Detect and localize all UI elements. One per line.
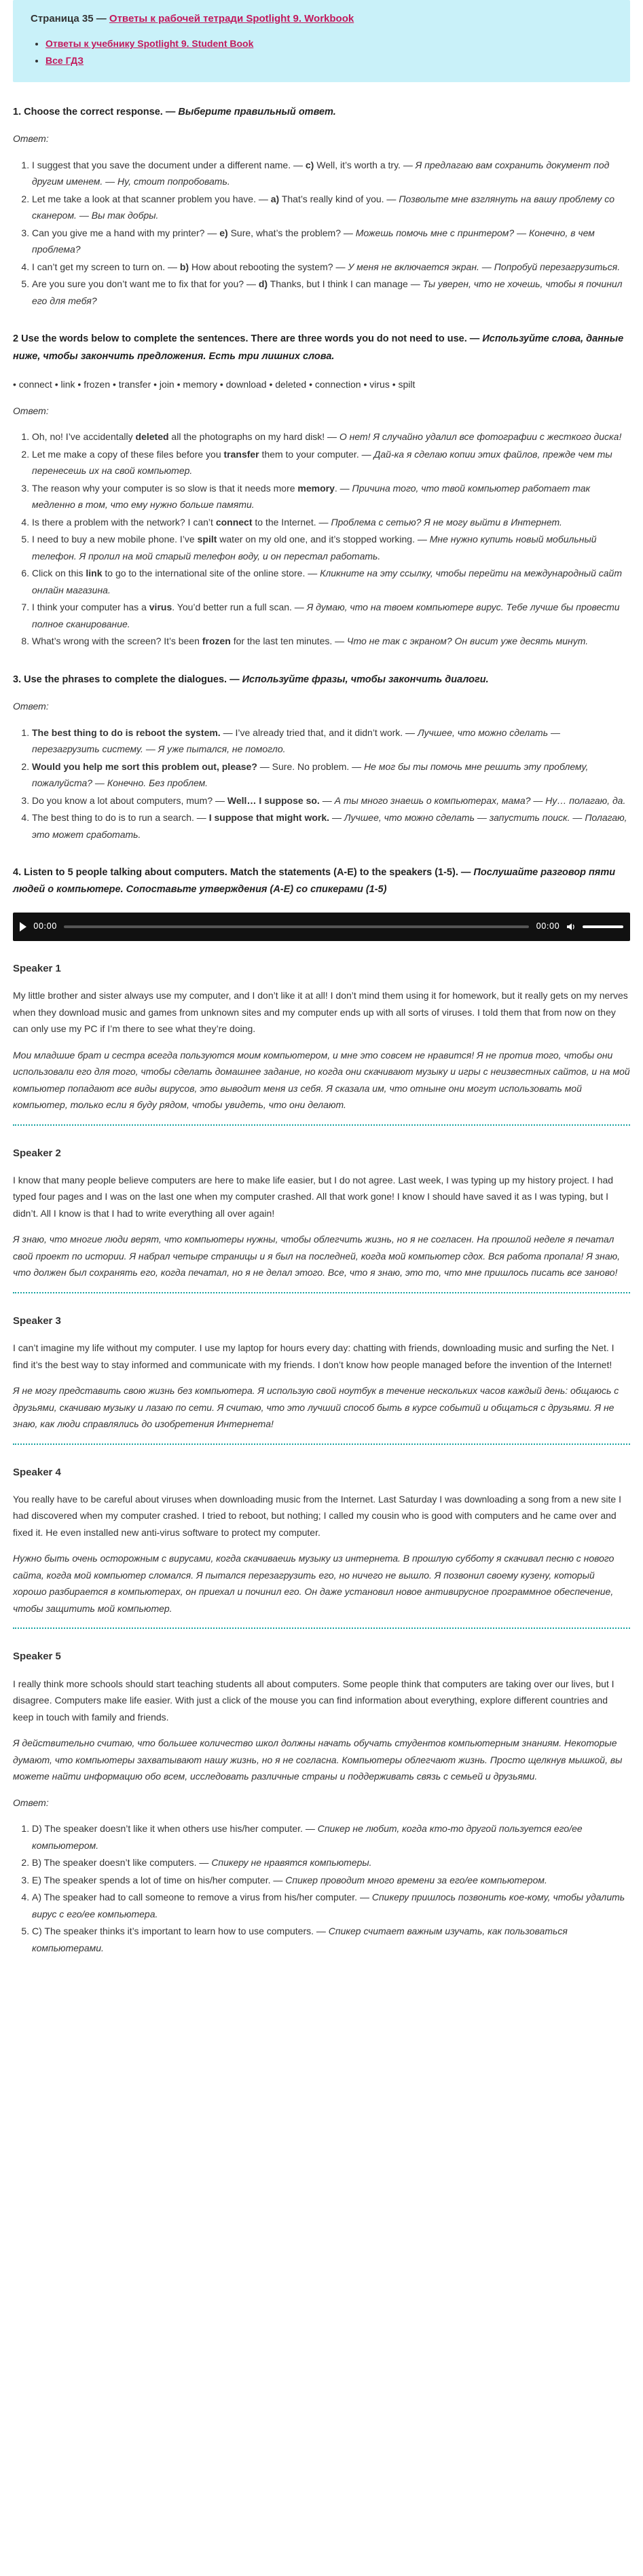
play-icon[interactable]	[20, 922, 26, 932]
item-text: Is there a problem with the network? I can’t	[32, 516, 216, 528]
item-bold: Would you help me sort this problem out, please?	[32, 760, 257, 772]
volume-icon[interactable]	[566, 922, 576, 932]
list-item	[32, 446, 630, 479]
item-text: — I’ve already tried that, and it didn’t work. —	[220, 726, 418, 738]
item-text: for the last ten minutes. —	[230, 636, 348, 647]
audio-duration: 00:00	[536, 921, 559, 932]
speaker-translation: Я знаю, что многие люди верят, что компьютеры нужны, чтобы облегчить жизнь, но я не согласен. На прошлой неделе я печатал свой проект по истории. Я набрал четыре страницы и я был на последней, когда мой компьютер сдох. Вся работа пропала! Я знаю, что должен был сохранять его, когда печатал, но я не делал этого. Все, что я знаю, это то, что мне пришлось писать все заново!	[13, 1234, 621, 1278]
task-3-heading	[13, 671, 630, 688]
list-item	[32, 531, 630, 564]
workbook-answers-link[interactable]: Ответы к рабочей тетради Spotlight 9. Workbook	[109, 13, 354, 24]
item-translation: Спикеру пришлось позвонить кое-кому, чтобы удалить вирус с его/ее компьютера.	[32, 1892, 625, 1919]
item-translation: Не мог бы ты помочь мне решить эту проблему, пожалуйста? — Конечно. Без проблем.	[32, 760, 589, 788]
nav-links	[31, 35, 612, 69]
audio-progress-bar[interactable]	[64, 925, 530, 928]
item-text: Sure, what’s the problem? —	[227, 227, 356, 238]
item-translation: Дай-ка я сделаю копии этих файлов, прежде чем ты перенесешь их на свой компьютер.	[32, 448, 612, 477]
answer-label: Ответ:	[13, 701, 49, 712]
list-item	[32, 191, 630, 224]
nav-link-item	[45, 35, 612, 52]
audio-current-time: 00:00	[33, 921, 57, 932]
task-heading-ru: Послушайте разговор пяти людей о компьютере. Сопоставьте утверждения (A-E) со спикерами (1-5)	[13, 867, 616, 896]
item-text: How about rebooting the system? —	[189, 261, 348, 272]
item-text: Can you give me a hand with my printer? —	[32, 227, 220, 238]
task-heading-ru: Используйте слова, данные ниже, чтобы закончить предложения. Есть три лишних слова.	[13, 333, 624, 362]
list-item	[32, 514, 630, 531]
task-4-heading	[13, 864, 630, 899]
item-text: What’s wrong with the screen? It’s been	[32, 636, 202, 647]
item-text: Do you know a lot about computers, mum? —	[32, 794, 227, 806]
item-text: . You’d better run a full scan. —	[172, 602, 307, 613]
item-translation: Проблема с сетью? Я не могу выйти в Интернет.	[331, 516, 562, 528]
item-bold: connect	[215, 516, 253, 528]
task-2-answers	[13, 428, 630, 650]
speaker-title: Speaker 3	[13, 1314, 61, 1327]
list-item	[32, 809, 630, 843]
item-text: A) The speaker had to call someone to remove a virus from his/her computer. —	[32, 1892, 372, 1902]
item-translation: Что не так с экраном? Он висит уже десять минут.	[347, 636, 589, 647]
item-translation: Я предлагаю вам сохранить документ под другим именем. — Ну, стоит попробовать.	[32, 159, 610, 187]
all-gdz-link[interactable]: Все ГДЗ	[45, 54, 84, 66]
item-text: I need to buy a new mobile phone. I’ve	[32, 534, 198, 545]
list-item	[32, 480, 630, 513]
divider	[13, 1443, 630, 1445]
item-translation: Кликните на эту ссылку, чтобы перейти на международный сайт онлайн магазина.	[32, 568, 622, 595]
item-text: — Sure. No problem. —	[257, 760, 365, 772]
task-heading-ru: Используйте фразы, чтобы закончить диалоги.	[242, 674, 489, 685]
item-text: The best thing to do is to run a search. —	[32, 812, 209, 823]
list-item	[32, 599, 630, 632]
item-text: Are you sure you don’t want me to fix that for you? —	[32, 278, 259, 290]
answer-label: Ответ:	[13, 405, 49, 416]
item-text: all the photographs on my hard disk! —	[168, 431, 339, 443]
item-text: them to your computer. —	[259, 448, 374, 460]
task-heading-ru: Выберите правильный ответ.	[178, 107, 336, 117]
item-translation: Спикеру не нравятся компьютеры.	[211, 1857, 372, 1868]
item-text: That’s really kind of you. —	[279, 193, 399, 204]
item-text: Oh, no! I’ve accidentally	[32, 431, 136, 443]
item-translation: Я думаю, что на твоем компьютере вирус. Тебе лучше бы провести полное сканирование.	[32, 602, 620, 629]
task-heading-en: 1. Choose the correct response.	[13, 107, 163, 117]
task-1-answers	[13, 157, 630, 310]
item-bold: frozen	[202, 636, 231, 647]
item-bold: The best thing to do is reboot the system.	[32, 726, 221, 738]
item-text: Let me make a copy of these files before you	[32, 448, 224, 460]
speaker-text: I can’t imagine my life without my computer. I use my laptop for hours every day: chatting with friends, downloading music and surfing the Net. I find it’s the best way to stay informed and communicate with my friends. I don’t know how people managed before the invention of the Internet!	[13, 1342, 614, 1370]
item-bold: memory	[297, 482, 335, 494]
list-item	[32, 633, 630, 650]
item-translation: Ты уверен, что не хочешь, чтобы я починил его для тебя?	[32, 278, 623, 306]
item-bold: virus	[149, 602, 172, 613]
divider	[13, 1292, 630, 1293]
navigation-box	[13, 0, 630, 82]
speaker-text: I really think more schools should start teaching students all about computers. Some people think that computers are taking over our lives, but I disagree. Computers make life easier. With just a click of the mouse you can find information about everything, explore different countries and keep in touch with family and friends.	[13, 1678, 614, 1723]
item-bold: a)	[270, 193, 280, 204]
list-item	[32, 1820, 630, 1854]
list-item	[32, 1872, 630, 1889]
divider	[13, 1627, 630, 1629]
list-item	[32, 157, 630, 190]
item-translation: А ты много знаешь о компьютерах, мама? — Ну… полагаю, да.	[334, 794, 626, 806]
item-translation: У меня не включается экран. — Попробуй перезагрузиться.	[348, 261, 621, 272]
item-bold: e)	[219, 227, 228, 238]
list-item	[32, 276, 630, 309]
item-bold: I suppose that might work.	[208, 812, 330, 823]
speaker-translation: Мои младшие брат и сестра всегда пользуются моим компьютером, и мне это совсем не нравится! Я не против того, чтобы они использовали его для того, чтобы сделать домашнее задание, но когда они скачивают музыку и игры с неизвестных сайтов, и на мой компьютер попадают все виды вирусов, это выводит меня из себя. Я сказала им, что отныне они могут использовать мой компьютер, только если я буду рядом, чтобы увидеть, что они делают.	[13, 1049, 630, 1110]
speaker-text: You really have to be careful about viruses when downloading music from the Internet. Last Saturday I was downloading a song from a new site I had discovered when my computer crashed. I tried to reboot, but nothing; I called my cousin who is good with computers and he came over and fixed it. He even installed new anti-virus software to protect my computer.	[13, 1493, 621, 1538]
item-translation: Спикер проводит много времени за его/ее компьютером.	[285, 1874, 547, 1885]
speaker-block	[13, 1312, 630, 1445]
item-text: —	[329, 812, 344, 823]
item-bold: transfer	[223, 448, 259, 460]
nav-link-item	[45, 52, 612, 69]
speaker-block	[13, 1464, 630, 1630]
audio-player	[13, 913, 630, 941]
task-4-answers	[13, 1820, 630, 1956]
item-text: to go to the international site of the online store. —	[102, 568, 320, 579]
item-translation: Спикер считает важным изучать, как пользоваться компьютерами.	[32, 1926, 568, 1953]
item-bold: Well… I suppose so.	[227, 794, 320, 806]
speaker-translation: Я действительно считаю, что большее количество школ должны начать обучать студентов компьютерным знаниям. Некоторые думают, что компьютеры захватывают нашу жизнь, но я не согласна. Компьютеры облегчают жизнь. Просто щелкнув мышкой, вы можете найти информацию обо всем, исследовать различные страны и поддерживать связь с семьей и друзьями.	[13, 1737, 623, 1782]
item-bold: b)	[179, 261, 189, 272]
speaker-block	[13, 1648, 630, 1784]
item-bold: spilt	[197, 534, 217, 545]
task-heading-en: 2 Use the words below to complete the sentences. There are three words you do not need to use. —	[13, 333, 480, 345]
task-3-answers	[13, 724, 630, 843]
task-heading-en: 4. Listen to 5 people talking about computers. Match the statements (A-E) to the speakers (1-5). —	[13, 867, 471, 878]
item-translation: Позвольте мне взглянуть на вашу проблему со сканером. — Вы так добры.	[32, 193, 615, 221]
item-text: Let me take a look at that scanner problem you have. —	[32, 193, 271, 204]
word-bank: • connect • link • frozen • transfer • join • memory • download • deleted • connection • virus • spilt	[13, 379, 416, 390]
page-title-prefix: Страница 35 —	[31, 13, 109, 24]
item-text: D) The speaker doesn’t like it when others use his/her computer. —	[32, 1823, 318, 1834]
list-item	[32, 724, 630, 758]
item-text: . —	[334, 482, 352, 494]
item-text: C) The speaker thinks it’s important to learn how to use computers. —	[32, 1926, 329, 1936]
item-translation: Можешь помочь мне с принтером? — Конечно, в чем проблема?	[32, 227, 595, 255]
item-text: water on my old one, and it’s stopped working. —	[217, 534, 430, 545]
list-item	[32, 758, 630, 792]
item-text: I suggest that you save the document under a different name. —	[32, 159, 306, 170]
list-item	[32, 428, 630, 445]
speaker-title: Speaker 1	[13, 962, 61, 974]
speaker-text: My little brother and sister always use my computer, and I don’t like it at all! I don’t mind them using it for homework, but it really gets on my nerves when they download music and games from unknown sites and my computer ends up with all sorts of viruses. I told them that from now on they can only use my PC if I’m there to see what they’re doing.	[13, 990, 628, 1034]
list-item	[32, 792, 630, 809]
item-text: —	[319, 794, 335, 806]
divider	[13, 1124, 630, 1126]
item-bold: link	[86, 568, 103, 579]
item-text: E) The speaker spends a lot of time on his/her computer. —	[32, 1874, 286, 1885]
item-text: B) The speaker doesn’t like computers. —	[32, 1857, 212, 1868]
speaker-translation: Я не могу представить свою жизнь без компьютера. Я использую свой ноутбук в течение нескольких часов каждый день: общаюсь с друзьями, скачиваю музыку и лазаю по сети. Я считаю, что это лучший способ быть в курсе событий и общаться с друзьями. Я не знаю, как люди справлялись до изобретения Интернета!	[13, 1385, 619, 1429]
item-bold: deleted	[135, 431, 169, 443]
task-heading-en: 3. Use the phrases to complete the dialogues. —	[13, 674, 240, 685]
speaker-text: I know that many people believe computers are here to make life easier, but I do not agree. Last week, I was typing up my history project. I had typed four pages and I was on the last one when my computer crashed. All that work gone! I know I should have saved it as I was typing, but I didn’t. All I know is that I had to write everything all over again!	[13, 1174, 614, 1219]
list-item	[32, 1923, 630, 1956]
item-text: Thanks, but I think I can manage —	[268, 278, 423, 290]
answer-label: Ответ:	[13, 1797, 49, 1808]
student-book-link[interactable]: Ответы к учебнику Spotlight 9. Student Book	[45, 38, 254, 49]
item-translation: Спикер не любит, когда кто-то другой пользуется его/ее компьютером.	[32, 1823, 583, 1851]
item-text: The reason why your computer is so slow is that it needs more	[32, 482, 298, 494]
list-item	[32, 1854, 630, 1871]
item-translation: Причина того, что твой компьютер работает так медленно в том, что ему нужно больше памяти.	[32, 482, 591, 511]
volume-slider[interactable]	[583, 925, 623, 928]
item-translation: Мне нужно купить новый мобильный телефон. Я пролил на мой старый телефон воду, и он перестал работать.	[32, 534, 597, 562]
list-item	[32, 1889, 630, 1922]
speaker-block	[13, 1145, 630, 1293]
list-item	[32, 259, 630, 276]
speaker-title: Speaker 2	[13, 1147, 61, 1159]
item-bold: c)	[305, 159, 314, 170]
task-1-heading: 1. Choose the correct response. — Выберите правильный ответ.	[13, 107, 336, 117]
item-translation: Лучшее, что можно сделать — перезагрузить систему. — Я уже пытался, не помогло.	[32, 726, 560, 754]
list-item	[32, 225, 630, 258]
item-bold: d)	[258, 278, 268, 290]
item-text: Well, it’s worth a try. —	[314, 159, 416, 170]
answer-label: Ответ:	[13, 133, 49, 145]
item-translation: Лучшее, что можно сделать — запустить поиск. — Полагаю, это может сработать.	[32, 812, 627, 840]
page-title	[31, 11, 612, 27]
item-text: Click on this	[32, 568, 86, 579]
list-item	[32, 565, 630, 598]
item-translation: О нет! Я случайно удалил все фотографии с жесткого диска!	[339, 431, 622, 443]
task-2-heading	[13, 331, 630, 365]
speaker-title: Speaker 4	[13, 1466, 61, 1478]
item-text: to the Internet. —	[252, 516, 331, 528]
item-text: I can’t get my screen to turn on. —	[32, 261, 180, 272]
speaker-translation: Нужно быть очень осторожным с вирусами, когда скачиваешь музыку из интернета. В прошлую субботу я скачивал песню с нового сайта, когда мой компьютер сломался. Я пытался перезагрузить его, но ничего не вышло. Я позвонил своему кузену, который хорошо разбирается в компьютерах, он приехал и починил его. Он даже установил новое антивирусное программное обеспечение, чтобы защитить мой компьютер.	[13, 1553, 614, 1614]
speaker-title: Speaker 5	[13, 1651, 61, 1663]
speaker-block	[13, 960, 630, 1126]
item-text: I think your computer has a	[32, 602, 149, 613]
